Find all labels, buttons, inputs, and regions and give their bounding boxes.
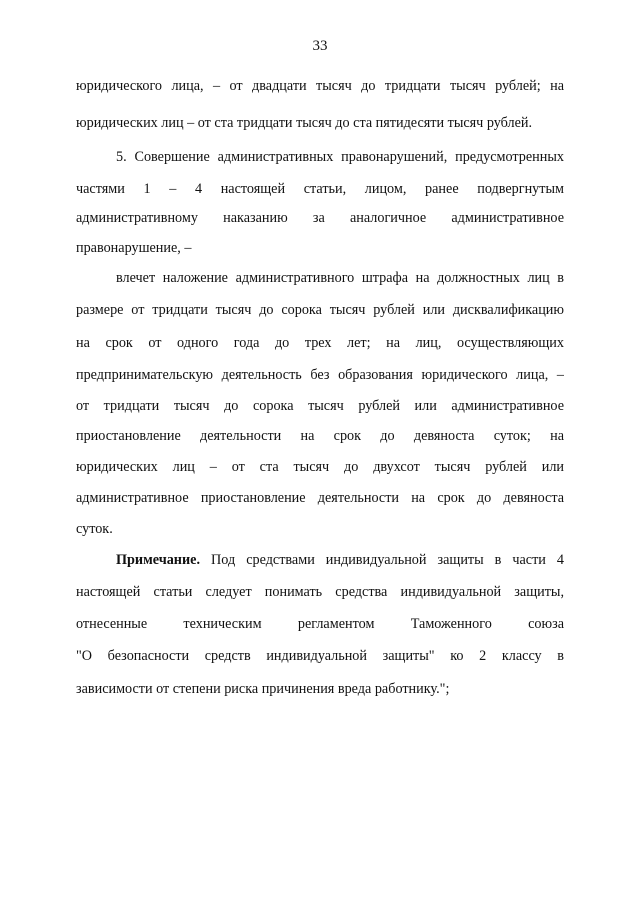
text-line: административному наказанию за аналогичное административное (76, 210, 564, 226)
page-number: 33 (312, 38, 328, 54)
text-line: приостановление деятельности на срок до девяноста суток; на (76, 428, 564, 444)
text-line: частями 1 – 4 настоящей статьи, лицом, ранее подвергнутым (76, 181, 564, 197)
text-line: зависимости от степени риска причинения вреда работнику."; (76, 681, 450, 697)
text-line: отнесенные техническим регламентом Таможенного союза (76, 616, 564, 632)
text-line: влечет наложение административного штрафа на должностных лиц в (116, 270, 564, 286)
text-line: юридических лиц – от ста тридцати тысяч до ста пятидесяти тысяч рублей. (76, 115, 533, 131)
text-line: на срок от одного года до трех лет; на лиц, осуществляющих (76, 335, 564, 351)
text-line: настоящей статьи следует понимать средства индивидуальной защиты, (76, 584, 564, 600)
text-line: предпринимательскую деятельность без образования юридического лица, – (76, 367, 564, 383)
text-line: суток. (76, 521, 113, 537)
text-line: правонарушение, – (76, 240, 192, 256)
note-text: Под средствами индивидуальной защиты в части 4 (211, 552, 564, 568)
text-line: юридических лиц – от ста тысяч до двухсот тысяч рублей или (76, 459, 564, 475)
note-label: Примечание. (116, 552, 200, 568)
text-line: от тридцати тысяч до сорока тысяч рублей или административное (76, 398, 564, 414)
note-line (116, 550, 564, 570)
text-line: 5. Совершение административных правонарушений, предусмотренных (116, 149, 564, 165)
text-line: юридического лица, – от двадцати тысяч до тридцати тысяч рублей; на (76, 78, 564, 94)
text-line: "О безопасности средств индивидуальной защиты" ко 2 классу в (76, 648, 564, 664)
text-line: административное приостановление деятельности на срок до девяноста (76, 490, 564, 506)
text-line: размере от тридцати тысяч до сорока тысяч рублей или дисквалификацию (76, 302, 564, 318)
